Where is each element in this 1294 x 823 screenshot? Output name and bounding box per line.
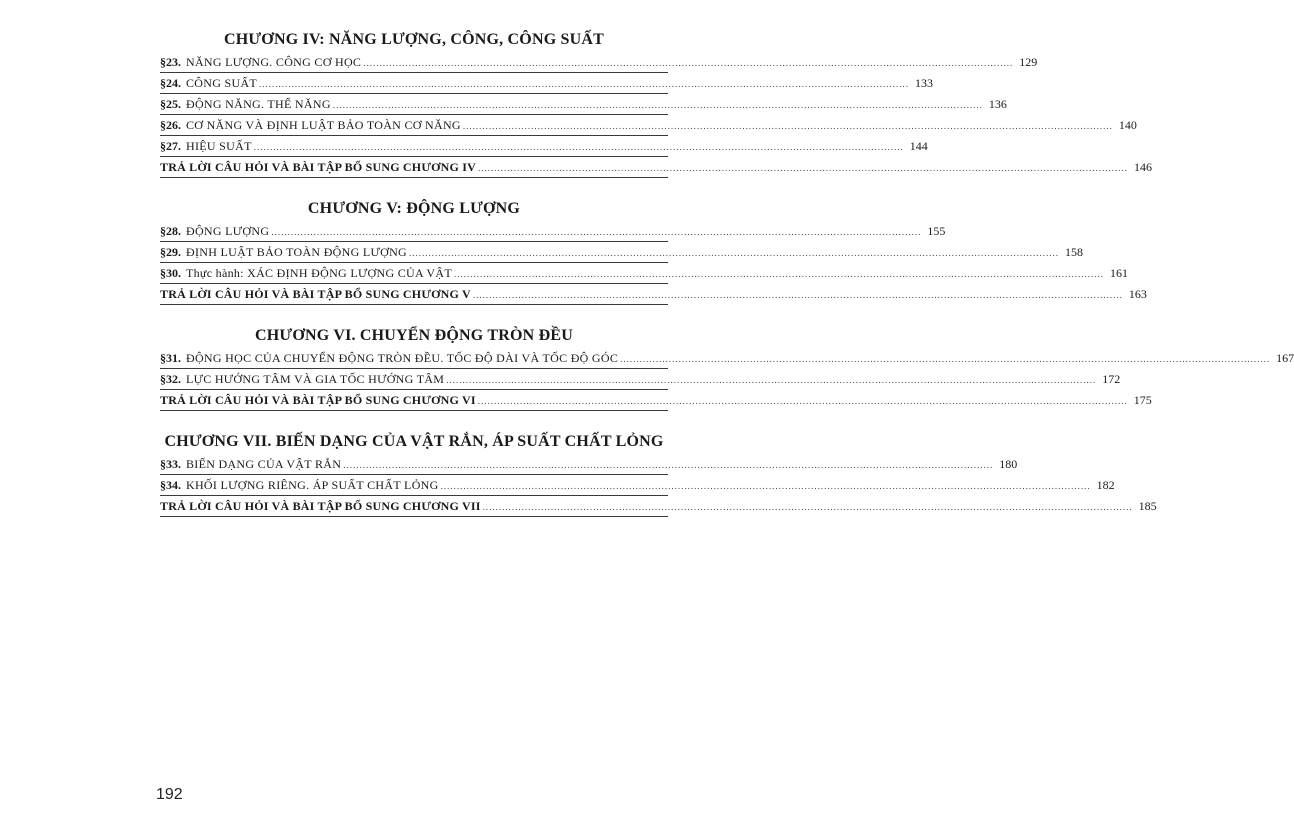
summary-title: TRẢ LỜI CÂU HỎI VÀ BÀI TẬP BỔ SUNG CHƯƠNG VI (160, 393, 476, 407)
section-title: CÔNG SUẤT (186, 76, 258, 90)
section-title: CƠ NĂNG VÀ ĐỊNH LUẬT BẢO TOÀN CƠ NĂNG (186, 118, 461, 132)
section-title: Thực hành: XÁC ĐỊNH ĐỘNG LƯỢNG CỦA VẬT (186, 266, 452, 280)
page-reference: 185 (1138, 499, 1157, 513)
summary-title: TRẢ LỜI CÂU HỎI VÀ BÀI TẬP BỔ SUNG CHƯƠNG IV (160, 160, 476, 174)
dot-leader: ........................................................................................................................................................................................................ (482, 502, 1133, 512)
dot-leader: ........................................................................................................................................................................................................ (409, 248, 1060, 258)
section-number: §29. (160, 245, 181, 259)
section-title: ĐỘNG HỌC CỦA CHUYỂN ĐỘNG TRÒN ĐỀU. TỐC ĐỘ DÀI VÀ TỐC ĐỘ GÓC (186, 351, 619, 365)
section-number: §33. (160, 457, 181, 471)
page-reference: 129 (1019, 55, 1038, 69)
toc-entry (160, 369, 1121, 390)
chapter-title: CHƯƠNG VII. BIẾN DẠNG CỦA VẬT RẮN, ÁP SUẤT CHẤT LỎNG (164, 433, 664, 450)
section-number: §27. (160, 139, 181, 153)
page-reference: 163 (1128, 287, 1147, 301)
section-title: LỰC HƯỚNG TÂM VÀ GIA TỐC HƯỚNG TÂM (186, 372, 445, 386)
page-reference: 155 (927, 224, 946, 238)
page-reference: 182 (1096, 478, 1115, 492)
dot-leader: ........................................................................................................................................................................................................ (253, 142, 904, 152)
toc-entry (160, 73, 934, 94)
chapter-summary-entry (160, 157, 1152, 178)
page-reference: 136 (988, 97, 1007, 111)
section-number: §30. (160, 266, 181, 280)
chapter-vi (160, 326, 1294, 411)
dot-leader: ........................................................................................................................................................................................................ (259, 79, 910, 89)
toc-entry (160, 475, 1115, 496)
dot-leader: ........................................................................................................................................................................................................ (271, 227, 922, 237)
page-reference: 144 (909, 139, 928, 153)
page-reference: 146 (1133, 160, 1152, 174)
page-reference: 175 (1133, 393, 1152, 407)
chapter-title: CHƯƠNG V: ĐỘNG LƯỢNG (307, 200, 521, 217)
toc-entry (160, 263, 1128, 284)
section-number: §28. (160, 224, 181, 238)
chapter-vii (160, 432, 1157, 517)
toc-entry (160, 242, 1084, 263)
chapter-summary-entry (160, 390, 1152, 411)
dot-leader: ........................................................................................................................................................................................................ (472, 290, 1123, 300)
page-reference: 140 (1118, 118, 1137, 132)
section-title: ĐỘNG LƯỢNG (186, 224, 270, 238)
toc-entry (160, 348, 1294, 369)
chapter-title: CHƯƠNG VI. CHUYỂN ĐỘNG TRÒN ĐỀU (255, 327, 573, 344)
toc-entry (160, 94, 1007, 115)
chapter-summary-entry (160, 284, 1147, 305)
page-reference: 161 (1109, 266, 1128, 280)
section-title: ĐỘNG NĂNG. THẾ NĂNG (186, 97, 331, 111)
dot-leader: ........................................................................................................................................................................................................ (462, 121, 1113, 131)
page-reference: 158 (1065, 245, 1084, 259)
dot-leader: ........................................................................................................................................................................................................ (453, 269, 1104, 279)
toc-entry (160, 454, 1018, 475)
toc-entry (160, 136, 928, 157)
summary-title: TRẢ LỜI CÂU HỎI VÀ BÀI TẬP BỔ SUNG CHƯƠNG VII (160, 499, 481, 513)
section-number: §26. (160, 118, 181, 132)
dot-leader: ........................................................................................................................................................................................................ (440, 481, 1091, 491)
section-number: §34. (160, 478, 181, 492)
toc-entry (160, 221, 946, 242)
chapter-title: CHƯƠNG IV: NĂNG LƯỢNG, CÔNG, CÔNG SUẤT (223, 31, 605, 48)
page-reference: 172 (1102, 372, 1121, 386)
dot-leader: ........................................................................................................................................................................................................ (620, 354, 1271, 364)
section-title: ĐỊNH LUẬT BẢO TOÀN ĐỘNG LƯỢNG (186, 245, 408, 259)
dot-leader: ........................................................................................................................................................................................................ (332, 100, 983, 110)
section-number: §23. (160, 55, 181, 69)
section-number: §24. (160, 76, 181, 90)
chapter-v (160, 199, 1147, 305)
toc-entry (160, 52, 1038, 73)
summary-title: TRẢ LỜI CÂU HỎI VÀ BÀI TẬP BỔ SUNG CHƯƠNG V (160, 287, 471, 301)
page-reference: 167 (1276, 351, 1294, 365)
table-of-contents (160, 30, 1294, 538)
page-number: 192 (156, 786, 183, 803)
page-reference: 133 (915, 76, 934, 90)
dot-leader: ........................................................................................................................................................................................................ (446, 375, 1097, 385)
section-title: KHỐI LƯỢNG RIÊNG. ÁP SUẤT CHẤT LỎNG (186, 478, 439, 492)
section-title: BIẾN DẠNG CỦA VẬT RẮN (186, 457, 342, 471)
section-number: §25. (160, 97, 181, 111)
section-title: HIỆU SUẤT (186, 139, 252, 153)
dot-leader: ........................................................................................................................................................................................................ (477, 396, 1128, 406)
toc-entry (160, 115, 1137, 136)
section-title: NĂNG LƯỢNG. CÔNG CƠ HỌC (186, 55, 362, 69)
chapter-summary-entry (160, 496, 1157, 517)
page-reference: 180 (999, 457, 1018, 471)
dot-leader: ........................................................................................................................................................................................................ (343, 460, 994, 470)
chapter-iv (160, 30, 1152, 178)
dot-leader: ........................................................................................................................................................................................................ (477, 163, 1128, 173)
dot-leader: ........................................................................................................................................................................................................ (363, 58, 1014, 68)
section-number: §31. (160, 351, 181, 365)
section-number: §32. (160, 372, 181, 386)
